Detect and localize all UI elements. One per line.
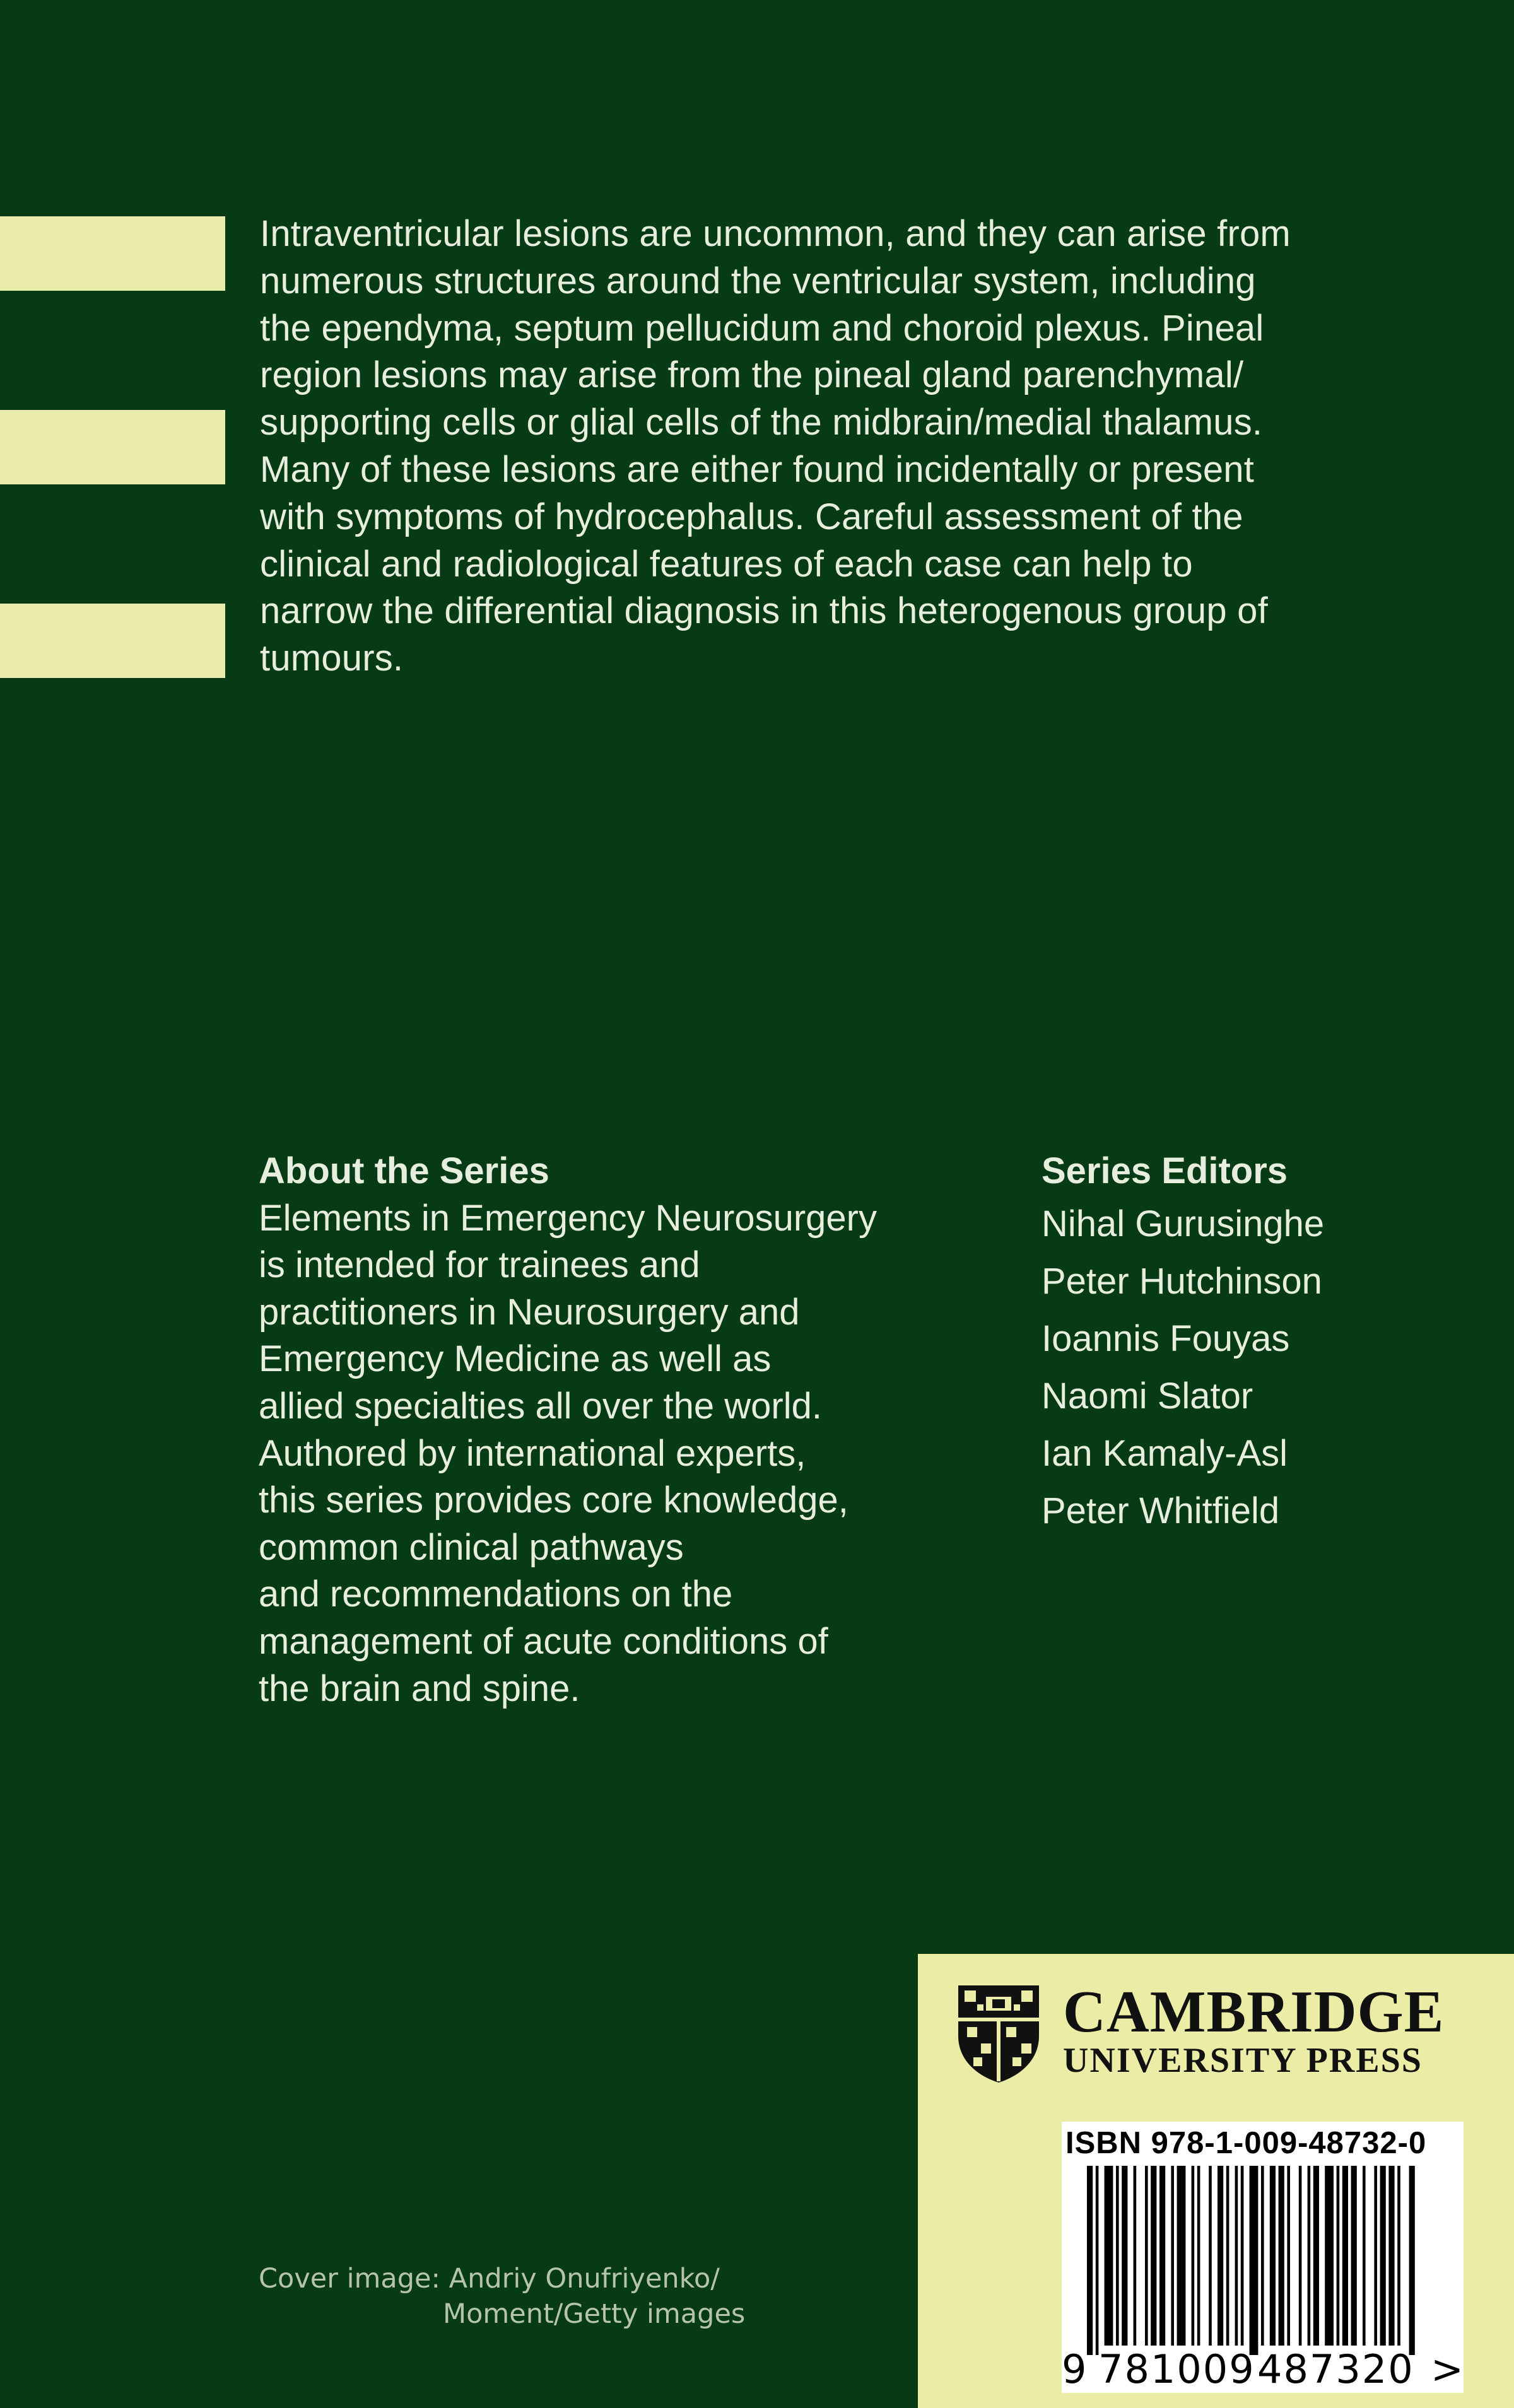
barcode-bar: [1192, 2166, 1195, 2346]
isbn-barcode: [1062, 2122, 1464, 2393]
barcode-quiet-zone-mark: >: [1431, 2346, 1464, 2392]
barcode-bar: [1313, 2166, 1319, 2346]
about-the-series: [259, 1148, 978, 1712]
publisher-subtitle: UNIVERSITY PRESS: [1063, 2041, 1423, 2080]
barcode-bar: [1122, 2166, 1127, 2346]
barcode-bar: [1171, 2166, 1174, 2346]
editor-name: Peter Whitfield: [1042, 1490, 1280, 1531]
editor-name: Peter Hutchinson: [1042, 1260, 1322, 1302]
description-line: Many of these lesions are either found incidentally or present: [260, 448, 1255, 490]
barcode-bar: [1388, 2166, 1394, 2346]
barcode-bar: [1409, 2166, 1415, 2355]
decorative-stripe: [0, 410, 225, 484]
barcode-bar: [1096, 2166, 1099, 2355]
decorative-stripe: [0, 604, 225, 678]
barcode-bar: [1197, 2166, 1200, 2346]
barcode-bar: [1116, 2166, 1119, 2346]
editor-name: Ian Kamaly-Asl: [1042, 1432, 1288, 1474]
series-editors: [1042, 1148, 1445, 1540]
barcode-bar: [1337, 2166, 1340, 2346]
about-line: is intended for trainees and: [259, 1244, 700, 1286]
about-line: the brain and spine.: [259, 1668, 580, 1709]
description-line: with symptoms of hydrocephalus. Careful assessment of the: [260, 496, 1243, 537]
barcode-digits: [1062, 2346, 1464, 2393]
barcode-bar: [1380, 2166, 1386, 2346]
barcode-bars: [1062, 2166, 1464, 2355]
barcode-bar: [1177, 2166, 1186, 2346]
barcode-digit-group: 487320: [1257, 2346, 1414, 2392]
barcode-digit-group: 781009: [1098, 2346, 1255, 2392]
barcode-bar: [1087, 2166, 1093, 2355]
barcode-bar: [1374, 2166, 1377, 2346]
description-line: supporting cells or glial cells of the midbrain/medial thalamus.: [260, 402, 1263, 443]
publisher-logo: [956, 1979, 1473, 2084]
description-line: narrow the differential diagnosis in this heterogenous group of: [260, 590, 1268, 632]
isbn-label: ISBN 978-1-009-48732-0: [1065, 2126, 1427, 2160]
about-line: Elements in Emergency Neurosurgery: [259, 1197, 877, 1239]
editor-name: Nihal Gurusinghe: [1042, 1203, 1325, 1244]
barcode-lead-digit: 9: [1062, 2346, 1087, 2392]
barcode-bar: [1241, 2166, 1244, 2346]
about-line: management of acute conditions of: [259, 1620, 828, 1662]
decorative-stripe: [0, 216, 225, 291]
barcode-bar: [1235, 2166, 1238, 2346]
barcode-bar: [1209, 2166, 1212, 2346]
about-line: Emergency Medicine as well as: [259, 1338, 772, 1380]
publisher-title: CAMBRIDGE: [1063, 1979, 1445, 2045]
barcode-bar: [1299, 2166, 1302, 2346]
description-line: the ependyma, septum pellucidum and choroid plexus. Pineal: [260, 307, 1264, 349]
barcode-bar: [1325, 2166, 1334, 2346]
about-line: practitioners in Neurosurgery and: [259, 1291, 800, 1333]
barcode-bar: [1351, 2166, 1357, 2346]
about-line: and recommendations on the: [259, 1574, 733, 1615]
description-line: numerous structures around the ventricular system, including: [260, 260, 1256, 301]
editor-name: Naomi Slator: [1042, 1375, 1253, 1417]
editor-name: Ioannis Fouyas: [1042, 1318, 1290, 1359]
barcode-bar: [1287, 2166, 1290, 2346]
description-line: clinical and radiological features of each case can help to: [260, 543, 1193, 585]
barcode-bar: [1105, 2166, 1113, 2346]
about-line: allied specialties all over the world.: [259, 1385, 822, 1427]
barcode-bar: [1279, 2166, 1284, 2346]
cover-image-credit: [259, 2261, 745, 2332]
barcode-bar: [1159, 2166, 1165, 2346]
credit-line: Moment/Getty images: [443, 2298, 746, 2330]
barcode-bar: [1218, 2166, 1223, 2346]
barcode-bar: [1151, 2166, 1156, 2346]
publisher-panel: [918, 1954, 1514, 2408]
barcode-bar: [1270, 2166, 1276, 2346]
publisher-name: [1063, 1979, 1445, 2080]
barcode-bar: [1261, 2166, 1264, 2346]
book-description: [260, 211, 1458, 682]
barcode-bar: [1308, 2166, 1311, 2346]
barcode-bar: [1145, 2166, 1148, 2346]
barcode-bar: [1363, 2166, 1366, 2346]
editors-heading: Series Editors: [1042, 1150, 1288, 1191]
about-line: this series provides core knowledge,: [259, 1480, 848, 1521]
about-line: Authored by international experts,: [259, 1432, 806, 1474]
cambridge-shield-icon: [956, 1983, 1042, 2084]
about-heading: About the Series: [259, 1150, 549, 1191]
barcode-bar: [1226, 2166, 1229, 2346]
barcode-bar: [1397, 2166, 1400, 2346]
about-line: common clinical pathways: [259, 1526, 684, 1568]
barcode-bar: [1250, 2166, 1259, 2355]
barcode-bar: [1342, 2166, 1348, 2346]
barcode-bar: [1134, 2166, 1137, 2346]
credit-line: Cover image: Andriy Onufriyenko/: [259, 2263, 720, 2294]
description-line: Intraventricular lesions are uncommon, and they can arise from: [260, 213, 1291, 254]
description-line: region lesions may arise from the pineal gland parenchymal/: [260, 354, 1244, 396]
description-line: tumours.: [260, 638, 404, 679]
